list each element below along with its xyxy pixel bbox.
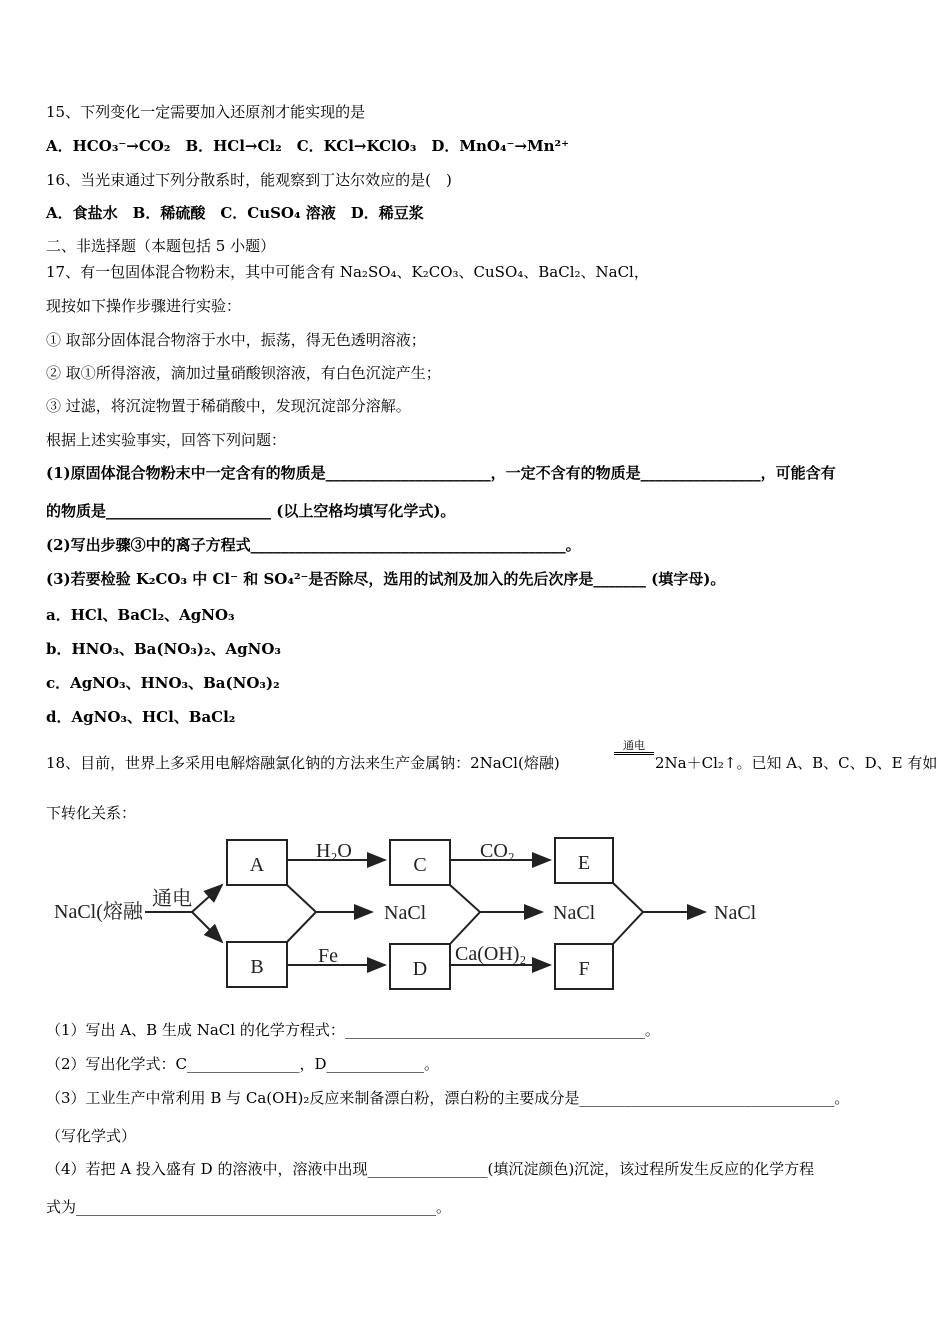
section-heading: 二、非选择题（本题包括 5 小题） <box>46 237 276 255</box>
q18-part1: （1）写出 A、B 生成 NaCl 的化学方程式：________________________________________。 <box>46 1021 660 1039</box>
q17-part2: (2)写出步骤③中的离子方程式__________________________________________。 <box>46 536 581 554</box>
label-c: C <box>413 854 427 876</box>
label-b: B <box>250 956 264 978</box>
q15-options: A．HCO₃⁻→CO₂ B．HCl→Cl₂ C．KCl→KClO₃ D．MnO₄⁻→Mn²⁺ <box>46 137 570 155</box>
reagent-caoh2: Ca(OH)₂ <box>455 943 527 965</box>
label-f: F <box>578 958 590 980</box>
q17-option-a: a．HCl、BaCl₂、AgNO₃ <box>46 606 235 624</box>
q18-part4: （4）若把 A 投入盛有 D 的溶液中，溶液中出现________________(填沉淀颜色)沉淀，该过程所发生反应的化学方程 <box>46 1160 815 1178</box>
start-label: NaCl(熔融 <box>54 901 143 923</box>
diagram-condition: 通电 <box>152 888 192 910</box>
q17-prompt: 根据上述实验事实，回答下列问题： <box>46 431 287 449</box>
label-e: E <box>577 852 591 874</box>
q16-options: A．食盐水 B．稀硫酸 C．CuSO₄ 溶液 D．稀豆浆 <box>46 204 424 222</box>
q15-stem: 15、下列变化一定需要加入还原剂才能实现的是 <box>46 103 366 121</box>
q18-stem-cont: 2Na＋Cl₂↑。已知 A、B、C、D、E 有如 <box>655 754 938 772</box>
q18-line: 下转化关系： <box>46 804 137 822</box>
q17-option-b: b．HNO₃、Ba(NO₃)₂、AgNO₃ <box>46 640 281 658</box>
product-nacl-1: NaCl <box>384 902 427 924</box>
conversion-diagram <box>0 825 950 1000</box>
reagent-h2o: H₂O <box>316 840 352 862</box>
product-nacl-2: NaCl <box>553 902 596 924</box>
q18-part3-note: （写化学式） <box>46 1127 137 1145</box>
q18-stem: 18、目前，世界上多采用电解熔融氯化钠的方法来生产金属钠：2NaCl(熔融) <box>46 754 560 772</box>
label-a: A <box>249 854 265 876</box>
q17-part1: (1)原固体混合物粉末中一定含有的物质是______________________，一定不含有的物质是________________，可能含有 <box>46 464 836 482</box>
reagent-co2: CO₂ <box>480 840 515 862</box>
q18-part4-cont: 式为________________________________________________。 <box>46 1198 452 1216</box>
q17-stem: 17、有一包固体混合物粉末，其中可能含有 Na₂SO₄、K₂CO₃、CuSO₄、BaCl₂、NaCl， <box>46 263 649 281</box>
q17-part3: (3)若要检验 K₂CO₃ 中 Cl⁻ 和 SO₄²⁻是否除尽，选用的试剂及加入的先后次序是_______ (填字母)。 <box>46 570 726 588</box>
q17-line: 现按如下操作步骤进行实验： <box>46 297 242 315</box>
q17-part1-cont: 的物质是______________________ (以上空格均填写化学式)。 <box>46 502 456 520</box>
q18-part2: （2）写出化学式：C_______________，D_____________。 <box>46 1055 440 1073</box>
q17-step3: ③ 过滤，将沉淀物置于稀硝酸中，发现沉淀部分溶解。 <box>46 397 411 415</box>
label-d: D <box>412 958 428 980</box>
q17-option-c: c．AgNO₃、HNO₃、Ba(NO₃)₂ <box>46 674 280 692</box>
reaction-condition: 通电 <box>614 740 654 755</box>
q17-option-d: d．AgNO₃、HCl、BaCl₂ <box>46 708 236 726</box>
q16-stem: 16、当光束通过下列分散系时，能观察到丁达尔效应的是( ) <box>46 171 452 189</box>
q18-part3: （3）工业生产中常利用 B 与 Ca(OH)₂反应来制备漂白粉，漂白粉的主要成分是__________________________________。 <box>46 1089 850 1107</box>
reagent-fe: Fe <box>318 945 338 967</box>
product-nacl-3: NaCl <box>714 902 757 924</box>
q17-step2: ② 取①所得溶液，滴加过量硝酸钡溶液，有白色沉淀产生； <box>46 364 441 382</box>
q17-step1: ① 取部分固体混合物溶于水中，振荡，得无色透明溶液； <box>46 331 426 349</box>
